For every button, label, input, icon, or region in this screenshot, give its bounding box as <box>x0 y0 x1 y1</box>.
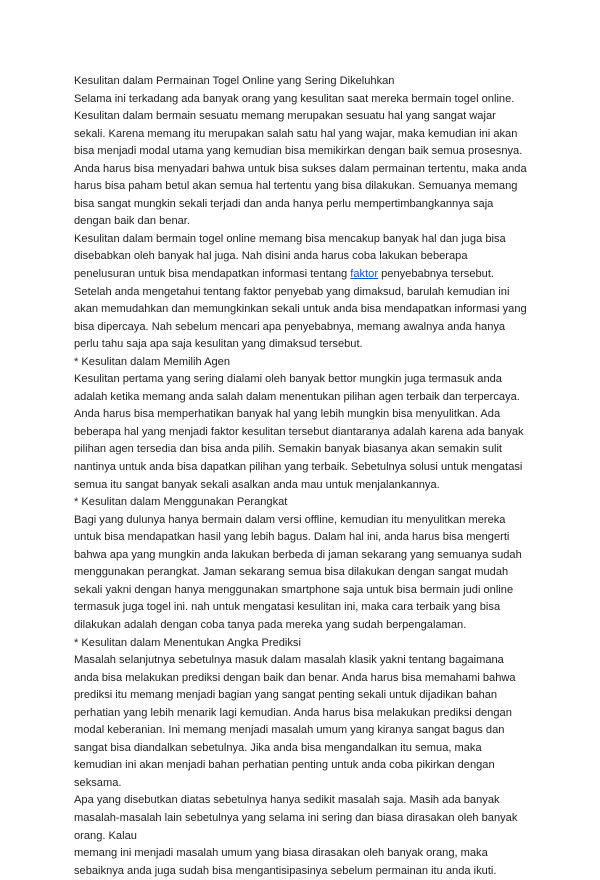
text-line: Selama ini terkadang ada banyak orang yang kesulitan saat mereka bermain togel online. <box>74 92 515 105</box>
text-line: Anda harus bisa memperhatikan banyak hal yang lebih mungkin bisa menyulitkan. Ada <box>74 408 501 421</box>
faktor-link[interactable]: faktor <box>350 268 379 281</box>
text-line: Kesulitan pertama yang sering dialami oleh banyak bettor mungkin juga termasuk anda <box>74 373 502 386</box>
text-line: semua itu sangat banyak sekali asalkan anda mau untuk menjalankannya. <box>74 478 440 491</box>
text-line: sangat bisa diandalkan sebetulnya. Jika anda bisa mengandalkan itu semua, maka <box>74 741 482 754</box>
section-memilih-agen <box>74 354 536 494</box>
text-line: disebabkan oleh banyak hal juga. Nah disini anda harus coba lakukan beberapa <box>74 250 468 263</box>
text-line: beberapa hal yang menjadi faktor kesulitan tersebut diantaranya adalah karena ada banyak <box>74 425 524 438</box>
text-line: perlu tahu saja apa saja kesulitan yang dimaksud tersebut. <box>74 338 363 351</box>
text-line: menggunakan perangkat. Jaman sekarang semua bisa dilakukan dengan sangat mudah <box>74 566 509 579</box>
text-line: pilihan agen tersedia dan bisa anda pilih. Semakin banyak biasanya akan semakin sulit <box>74 443 502 456</box>
link-line-after: penyebabnya tersebut. <box>378 268 495 281</box>
text-line: bahwa apa yang mungkin anda lakukan berbeda di jaman sekarang yang semuanya sudah <box>74 548 522 561</box>
text-line: harus bisa paham betul akan semua hal tertentu yang bisa dilakukan. Semuanya memang <box>74 180 518 193</box>
section-heading: * Kesulitan dalam Menentukan Angka Prediksi <box>74 636 301 649</box>
text-line: Bagi yang dulunya hanya bermain dalam versi offline, kemudian itu menyulitkan mereka <box>74 513 506 526</box>
text-line: bisa sangat mungkin sekali terjadi dan anda hanya perlu mempertimbangkannya saja <box>74 197 494 210</box>
text-line: nantinya untuk anda bisa dapatkan pilihan yang terbaik. Sebetulnya solusi untuk mengatasi <box>74 461 523 474</box>
text-line: kemudian ini akan menjadi bahan perhatian penting untuk anda coba pikirkan dengan <box>74 759 495 772</box>
text-line: perhatian yang lebih menarik lagi kemudian. Anda harus bisa melakukan prediksi dengan <box>74 706 512 719</box>
text-line: akan memudahkan dan memungkinkan sekali untuk anda bisa mendapatkan informasi yang <box>74 303 527 316</box>
text-line: dilakukan adalah dengan coba tanya pada mereka yang sudah berpengalaman. <box>74 618 467 631</box>
text-line: untuk bisa mendapatkan hasil yang lebih bagus. Dalam hal ini, anda harus bisa mengerti <box>74 531 510 544</box>
text-line: sebaiknya anda juga sudah bisa mengantisipasinya sebelum permainan itu anda ikuti. <box>74 864 497 877</box>
text-line: Kesulitan dalam bermain togel online memang bisa mencakup banyak hal dan juga bisa <box>74 232 506 245</box>
text-line: Masalah selanjutnya sebetulnya masuk dalam masalah klasik yakni tentang bagaimana <box>74 654 504 667</box>
section-menggunakan-perangkat <box>74 494 536 634</box>
text-line: sekali. Karena memang itu merupakan salah satu hal yang wajar, maka kemudian ini akan <box>74 127 518 140</box>
text-line: orang. Kalau <box>74 829 137 842</box>
text-line: prediksi itu memang menjadi bagian yang sangat penting sekali untuk dijadikan bahan <box>74 689 498 702</box>
section-heading: * Kesulitan dalam Memilih Agen <box>74 355 231 368</box>
text-line: Kesulitan dalam bermain sesuatu memang merupakan sesuatu hal yang sangat wajar <box>74 110 496 123</box>
text-line: adalah ketika memang anda salah dalam menentukan pilihan agen terbaik dan terpercaya. <box>74 390 520 403</box>
text-line: seksama. <box>74 776 122 789</box>
section-heading: * Kesulitan dalam Menggunakan Perangkat <box>74 496 288 509</box>
link-line-before: penelusuran untuk bisa mendapatkan informasi tentang <box>74 268 351 281</box>
text-line: modal keberanian. Ini memang menjadi masalah umum yang kiranya sangat bagus dan <box>74 724 505 737</box>
text-line: Anda harus bisa menyadari bahwa untuk bisa sukses dalam permainan tertentu, maka anda <box>74 162 527 175</box>
text-line: memang ini menjadi masalah umum yang biasa dirasakan oleh banyak orang, maka <box>74 847 488 860</box>
text-line: bisa menjadi modal utama yang kemudian bisa memikirkan dengan baik semua prosesnya. <box>74 145 523 158</box>
text-line-with-link <box>74 266 536 284</box>
text-line: Apa yang disebutkan diatas sebetulnya hanya sedikit masalah saja. Masih ada banyak <box>74 794 500 807</box>
article-title: Kesulitan dalam Permainan Togel Online yang Sering Dikeluhkan <box>74 75 395 87</box>
intro-paragraph <box>74 91 536 354</box>
section-angka-prediksi <box>74 635 536 793</box>
text-line: anda bisa melakukan prediksi dengan baik dan benar. Anda harus bisa memahami bahwa <box>74 671 516 684</box>
text-line: sekali yakni dengan hanya menggunakan smartphone saja untuk bisa bermain judi online <box>74 583 514 596</box>
text-line: Setelah anda mengetahui tentang faktor penyebab yang dimaksud, barulah kemudian ini <box>74 285 510 298</box>
text-line: masalah-masalah lain sebetulnya yang selama ini sering dan biasa dirasakan oleh banyak <box>74 811 518 824</box>
text-line: dengan baik dan benar. <box>74 215 190 228</box>
closing-paragraph <box>74 792 536 880</box>
text-line: bisa dipercaya. Nah sebelum mencari apa penyebabnya, memang awalnya anda hanya <box>74 320 506 333</box>
text-line: termasuk juga togel ini. nah untuk mengatasi kesulitan ini, maka cara terbaik yang bisa <box>74 601 501 614</box>
